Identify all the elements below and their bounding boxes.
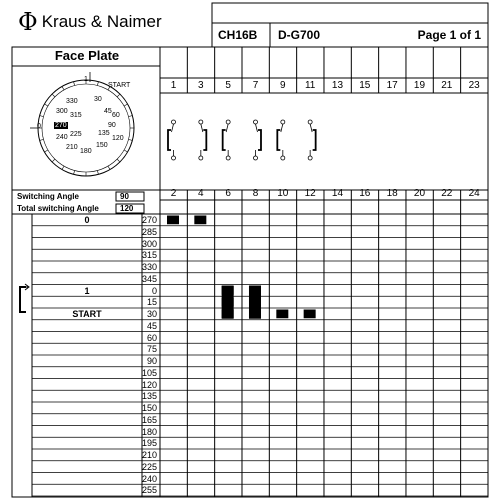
contact-bracket-icon bbox=[277, 130, 280, 150]
row-degree: 150 bbox=[141, 403, 157, 413]
terminal-bottom-label: 6 bbox=[225, 188, 231, 199]
terminal-bottom-label: 8 bbox=[252, 188, 259, 199]
switch-contact-icon bbox=[199, 120, 203, 160]
contact-closed-bar bbox=[222, 286, 234, 319]
row-degree: 45 bbox=[146, 320, 157, 331]
row-degree: 240 bbox=[141, 473, 157, 484]
terminal-top-label: 5 bbox=[225, 80, 231, 91]
contact-bracket-icon bbox=[258, 130, 261, 150]
terminal-top-label: 19 bbox=[413, 80, 426, 91]
contact-bracket-icon bbox=[203, 130, 206, 150]
terminal-bottom-label: 20 bbox=[413, 188, 426, 199]
row-position-label: 0 bbox=[84, 215, 90, 225]
dial-label: 30 bbox=[94, 96, 102, 103]
terminal-bottom-label: 16 bbox=[359, 188, 371, 199]
row-degree: 135 bbox=[141, 391, 157, 402]
contact-closed-mark bbox=[304, 310, 316, 319]
page-number: Page 1 of 1 bbox=[417, 28, 481, 42]
dial-label: 240 bbox=[56, 134, 68, 141]
dial-label: 1 bbox=[84, 76, 88, 83]
terminal-top-label: 1 bbox=[170, 80, 177, 91]
dial-label: 210 bbox=[66, 144, 78, 151]
terminal-top-label: 13 bbox=[331, 80, 344, 91]
dial-label: 60 bbox=[112, 112, 120, 119]
row-degree: 315 bbox=[141, 250, 157, 261]
row-degree: 285 bbox=[141, 226, 157, 237]
contact-bracket-icon bbox=[313, 130, 316, 150]
switching-angle-label: Switching Angle bbox=[17, 192, 79, 201]
dial-label: 90 bbox=[108, 122, 116, 129]
switch-contact-icon bbox=[308, 120, 312, 160]
switching-angle-value: 90 bbox=[120, 192, 129, 201]
brand-name: Kraus & Naimer bbox=[41, 12, 162, 31]
terminal-top-label: 7 bbox=[252, 80, 259, 91]
model-code: CH16B bbox=[218, 28, 258, 42]
terminal-bottom-label: 24 bbox=[468, 188, 480, 199]
contact-bracket-icon bbox=[168, 130, 171, 150]
terminal-top-label: 9 bbox=[280, 80, 286, 91]
switch-contact-icon bbox=[226, 120, 230, 160]
row-degree: 0 bbox=[151, 285, 157, 296]
terminal-top-label: 17 bbox=[386, 80, 398, 91]
contact-closed-mark bbox=[276, 310, 288, 319]
terminal-bottom-label: 10 bbox=[277, 188, 289, 199]
row-degree: 330 bbox=[141, 262, 157, 272]
contact-closed-mark bbox=[194, 216, 206, 225]
table-grid bbox=[32, 47, 488, 497]
row-degree: 180 bbox=[141, 426, 157, 437]
row-degree: 195 bbox=[141, 438, 157, 449]
contact-closed-bar bbox=[249, 286, 261, 319]
dial-label: 225 bbox=[70, 131, 82, 138]
face-plate-title: Face Plate bbox=[54, 48, 120, 63]
terminal-top-label: 23 bbox=[468, 80, 480, 91]
row-degree: 300 bbox=[141, 238, 157, 249]
start-bracket-icon bbox=[20, 287, 26, 312]
dial-label: 0 bbox=[37, 123, 41, 130]
row-position-label: START bbox=[72, 309, 102, 319]
terminal-top-label: 3 bbox=[198, 80, 204, 91]
row-degree: 15 bbox=[146, 297, 157, 308]
dial-label: 315 bbox=[70, 112, 82, 119]
terminal-bottom-label: 4 bbox=[198, 188, 204, 199]
row-position-label: 1 bbox=[84, 285, 90, 296]
dial-label: 300 bbox=[56, 108, 68, 115]
total-switching-angle-value: 120 bbox=[120, 204, 134, 213]
terminal-bottom-label: 14 bbox=[331, 188, 344, 199]
terminal-top-label: 15 bbox=[359, 80, 371, 91]
contact-bracket-icon bbox=[223, 130, 226, 150]
terminal-bottom-label: 18 bbox=[386, 188, 398, 199]
phi-logo-icon: Φ bbox=[18, 8, 38, 36]
row-degree: 105 bbox=[141, 367, 157, 378]
dial-label: 120 bbox=[112, 135, 124, 142]
dial-label: 180 bbox=[80, 148, 92, 155]
terminal-top-label: 11 bbox=[304, 80, 316, 91]
dial-label: START bbox=[108, 82, 131, 89]
dial-label-highlighted: 270 bbox=[55, 122, 67, 129]
dial-label: 45 bbox=[104, 108, 112, 115]
dial-label: 150 bbox=[96, 142, 108, 149]
row-degree: 225 bbox=[141, 461, 157, 472]
dial-label: 135 bbox=[98, 130, 110, 137]
row-degree: 120 bbox=[141, 379, 157, 390]
row-degree: 270 bbox=[141, 215, 157, 225]
terminal-bottom-label: 12 bbox=[304, 188, 316, 199]
contact-marks bbox=[20, 216, 316, 319]
row-degree: 60 bbox=[146, 332, 157, 343]
contact-closed-mark bbox=[167, 216, 179, 225]
switch-contact-icon bbox=[172, 120, 176, 160]
start-arrow-icon bbox=[20, 284, 29, 290]
row-degree: 90 bbox=[146, 356, 157, 366]
switch-contact-icon bbox=[281, 120, 285, 160]
row-degree: 345 bbox=[141, 273, 157, 284]
row-degree: 30 bbox=[146, 309, 157, 319]
row-degree: 210 bbox=[141, 450, 157, 460]
row-degree: 75 bbox=[146, 344, 157, 355]
total-switching-angle-label: Total switching Angle bbox=[17, 204, 99, 213]
switch-contact-icon bbox=[253, 120, 257, 160]
terminal-top-label: 21 bbox=[441, 80, 453, 91]
diagram-code: D-G700 bbox=[278, 28, 321, 42]
terminal-bottom-label: 22 bbox=[441, 188, 453, 199]
terminal-bottom-label: 2 bbox=[170, 188, 177, 199]
contact-symbols bbox=[168, 120, 316, 160]
dial-label: 330 bbox=[66, 98, 78, 105]
row-degree: 255 bbox=[141, 485, 157, 496]
row-degree: 165 bbox=[141, 414, 157, 425]
